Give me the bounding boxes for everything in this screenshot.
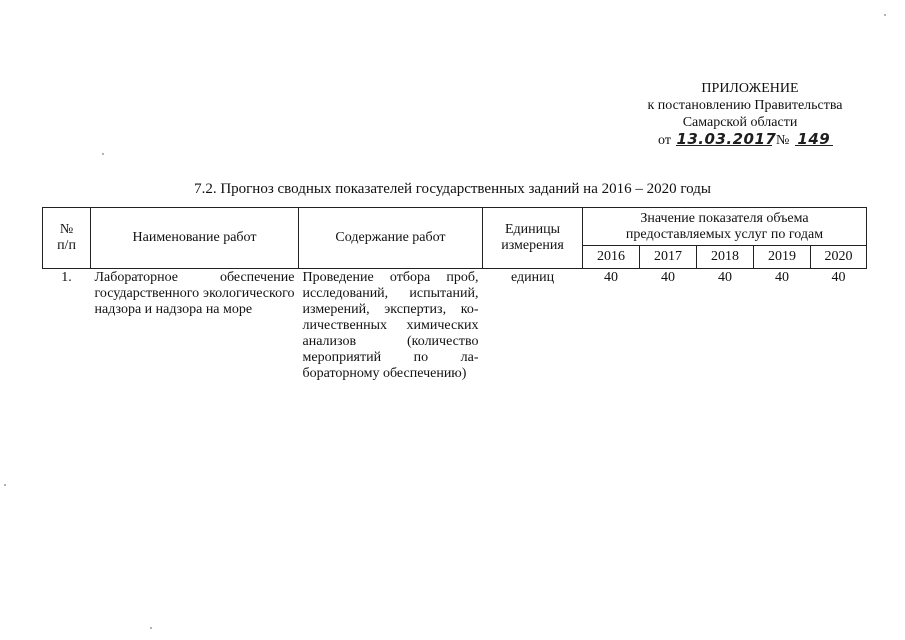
row-value-2018: 40 (718, 270, 732, 285)
handwritten-date: 13.03.2017 (676, 130, 777, 148)
appendix-region-line: Самарской области (682, 115, 798, 130)
scan-speck (4, 484, 6, 486)
appendix-resolution-line: к постановлению Правительства (647, 98, 843, 113)
table-row (43, 269, 867, 383)
row-work-content: Проведение отбора проб, исследований, испытаний, измерений, экспертиз, количественных химических анализов (количество мероприятий по лабораторному обеспечению) (302, 270, 479, 381)
header-unit-line1: Единицы (504, 222, 561, 237)
appendix-label: ПРИЛОЖЕНИЕ (701, 81, 799, 96)
row-value-2020: 40 (831, 270, 846, 285)
row-work-name: Лабораторное обеспечение государственного экологического надзора и надзора на море (94, 270, 295, 317)
appendix-date-number-line (658, 131, 858, 149)
scan-speck (102, 153, 104, 155)
header-year: 2019 (754, 246, 811, 269)
row-value-2019: 40 (775, 270, 789, 285)
header-value-group-line1: Значение показателя объема (640, 210, 809, 226)
header-year: 2020 (811, 246, 867, 269)
header-number-line1: № (59, 222, 74, 237)
header-work-name: Наименование работ (91, 208, 299, 269)
section-title: 7.2. Прогноз сводных показателей государственных заданий на 2016 – 2020 годы (194, 181, 711, 197)
row-value-2017: 40 (661, 270, 675, 285)
header-year: 2016 (583, 246, 640, 269)
from-label: от (658, 133, 671, 148)
header-unit-line2: измерения (501, 238, 564, 253)
header-value-group (583, 208, 867, 246)
forecast-table (42, 207, 867, 382)
row-number: 1. (61, 270, 72, 285)
header-year: 2017 (640, 246, 697, 269)
header-number-line2: п/п (57, 238, 76, 253)
header-work-content: Содержание работ (299, 208, 483, 269)
header-number (43, 208, 91, 269)
scan-speck (150, 627, 152, 629)
row-value-2016: 40 (604, 270, 618, 285)
number-label: № (775, 133, 790, 148)
handwritten-number: 149 (795, 131, 833, 148)
header-year: 2018 (697, 246, 754, 269)
header-value-group-line2: предоставляемых услуг по годам (625, 226, 824, 242)
scan-speck (884, 14, 886, 16)
header-unit (483, 208, 583, 269)
row-unit: единиц (510, 270, 555, 285)
